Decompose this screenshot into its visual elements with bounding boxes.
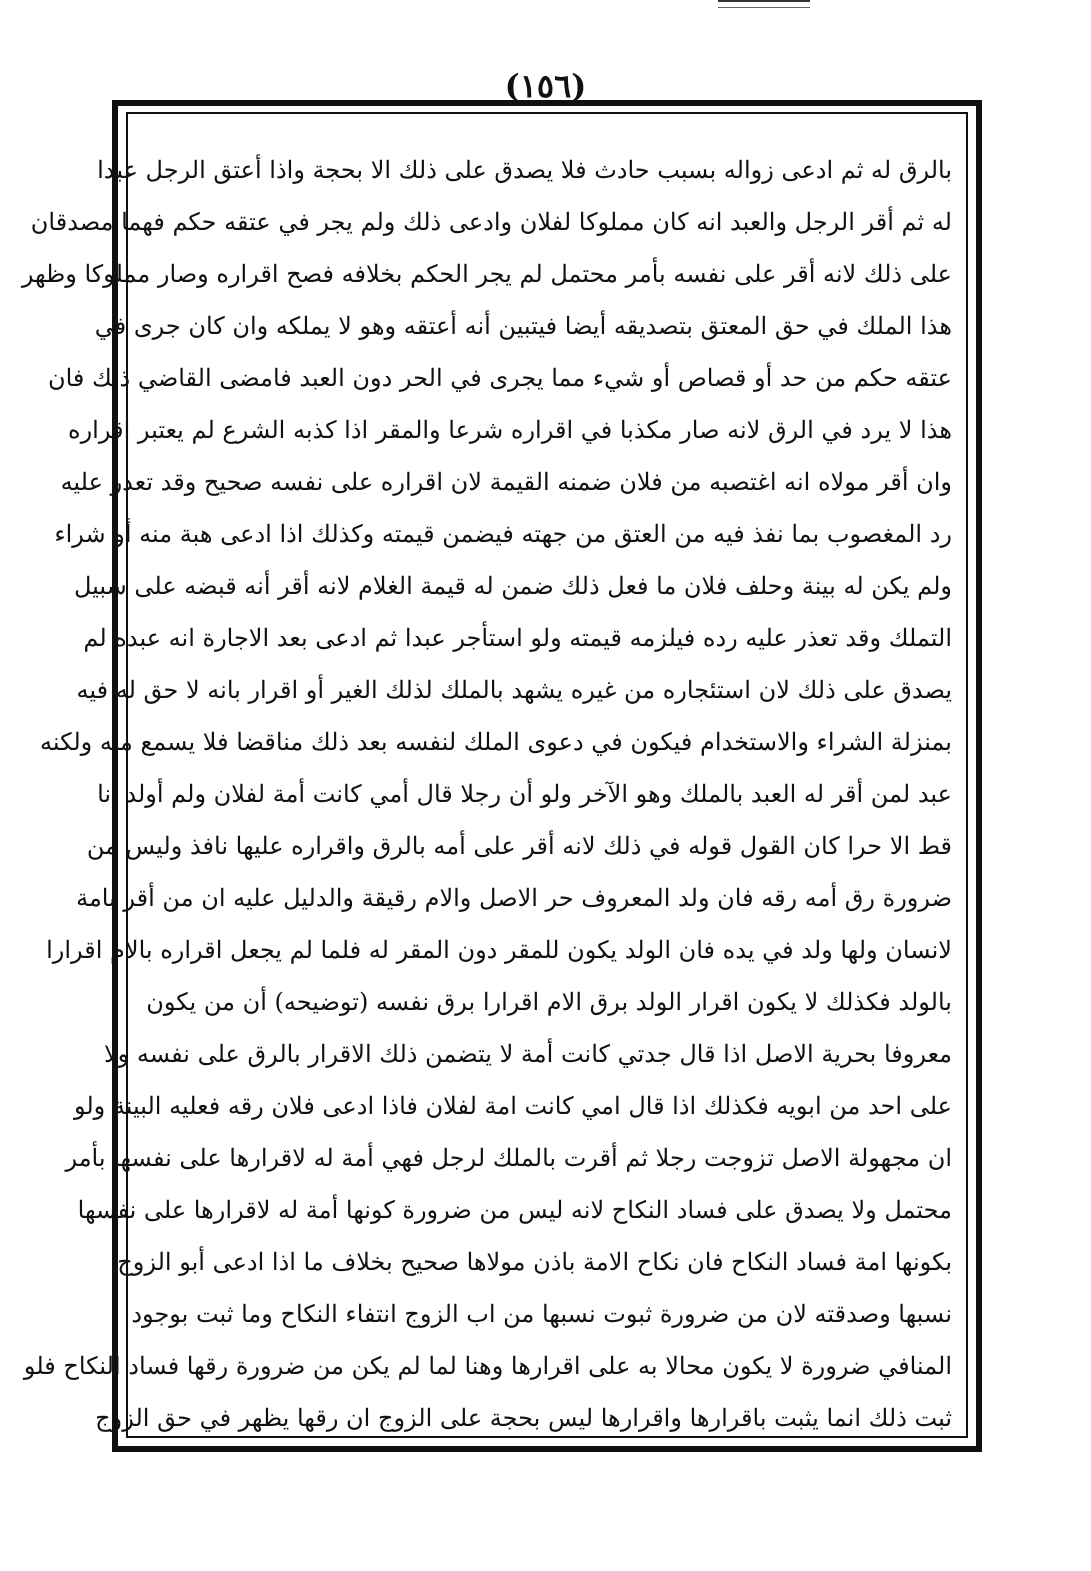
text-line: ولم يكن له بينة وحلف فلان ما فعل ذلك ضمن له قيمة الغلام لانه أقر أنه قبضه على سبيل xyxy=(73,572,952,600)
text-line: على ذلك لانه أقر على نفسه بأمر محتمل لم يجر الحكم بخلافه فصح اقراره وصار مملوكا وظهر xyxy=(21,260,952,288)
text-line: معروفا بحرية الاصل اذا قال جدتي كانت أمة لا يتضمن ذلك الاقرار بالرق على نفسه ولا xyxy=(103,1040,952,1068)
text-line: لانسان ولها ولد في يده فان الولد يكون للمقر دون المقر له فلما لم يجعل اقراره بالام اقرارا xyxy=(46,936,952,964)
text-line: له ثم أقر الرجل والعبد انه كان مملوكا لفلان وادعى ذلك ولم يجر في عتقه حكم فهما مصدقان xyxy=(30,208,952,236)
text-line: على احد من ابويه فكذلك اذا قال امي كانت امة لفلان فاذا ادعى فلان رقه فعليه البينة ولو xyxy=(73,1092,952,1120)
body-text xyxy=(21,144,952,1444)
text-line: ضرورة رق أمه رقه فان ولد المعروف حر الاصل والام رقيقة والدليل عليه ان من أقر بامة xyxy=(76,884,952,912)
text-line: بمنزلة الشراء والاستخدام فيكون في دعوى الملك لنفسه بعد ذلك مناقضا فلا يسمع منه ولكنه xyxy=(39,728,952,756)
text-line: التملك وقد تعذر عليه رده فيلزمه قيمته ولو استأجر عبدا ثم ادعى بعد الاجارة انه عبده لم xyxy=(83,624,952,652)
text-line: نسبها وصدقته لان من ضرورة ثبوت نسبها من اب الزوج انتفاء النكاح وما ثبت بوجود xyxy=(131,1300,952,1328)
text-line: عبد لمن أقر له العبد بالملك وهو الآخر ولو أن رجلا قال أمي كانت أمة لفلان ولم أولد انا xyxy=(97,780,952,808)
text-line: وان أقر مولاه انه اغتصبه من فلان ضمنه القيمة لان اقراره على نفسه صحيح وقد تعذر عليه xyxy=(60,468,952,496)
text-line: ان مجهولة الاصل تزوجت رجلا ثم أقرت بالملك لرجل فهي أمة له لاقرارها على نفسها بأمر xyxy=(65,1144,952,1172)
text-line: يصدق على ذلك لان استئجاره من غيره يشهد بالملك لذلك الغير أو اقرار بانه لا حق له فيه xyxy=(76,676,952,704)
text-line: المنافي ضرورة لا يكون محالا به على اقرارها وهنا لما لم يكن من ضرورة رقها فساد النكاح فلو xyxy=(23,1352,952,1380)
text-line: ثبت ذلك انما يثبت باقرارها واقرارها ليس بحجة على الزوج ان رقها يظهر في حق الزوج xyxy=(95,1404,952,1432)
text-line: عتقه حكم من حد أو قصاص أو شيء مما يجرى في الحر دون العبد فامضى القاضي ذلك فان xyxy=(47,364,952,392)
page-inner-border xyxy=(21,112,968,1438)
header-rule xyxy=(718,0,810,8)
page-number: (١٥٦) xyxy=(504,67,587,105)
page-border xyxy=(21,100,982,1452)
text-line: رد المغصوب بما نفذ فيه من العتق من جهته فيضمن قيمته وكذلك اذا ادعى هبة منه أو شراء xyxy=(54,520,952,548)
text-line: قط الا حرا كان القول قوله في ذلك لانه أقر على أمه بالرق واقراره عليها نافذ وليس من xyxy=(86,832,952,860)
text-line: هذا الملك في حق المعتق بتصديقه أيضا فيتبين أنه أعتقه وهو لا يملكه وان كان جرى في xyxy=(94,312,952,340)
text-line: بالرق له ثم ادعى زواله بسبب حادث فلا يصدق على ذلك الا بحجة واذا أعتق الرجل عبدا xyxy=(97,156,952,184)
text-line: بالولد فكذلك لا يكون اقرار الولد برق الام اقرارا برق نفسه (توضيحه) أن من يكون xyxy=(146,988,952,1016)
text-line: محتمل ولا يصدق على فساد النكاح لانه ليس من ضرورة كونها أمة له لاقرارها على نفسها xyxy=(77,1196,952,1224)
text-line: هذا لا يرد في الرق لانه صار مكذبا في اقراره شرعا والمقر اذا كذبه الشرع لم يعتبر اقراره xyxy=(68,416,952,444)
text-line: بكونها امة فساد النكاح فان نكاح الامة باذن مولاها صحيح بخلاف ما اذا ادعى أبو الزوج xyxy=(117,1248,952,1276)
